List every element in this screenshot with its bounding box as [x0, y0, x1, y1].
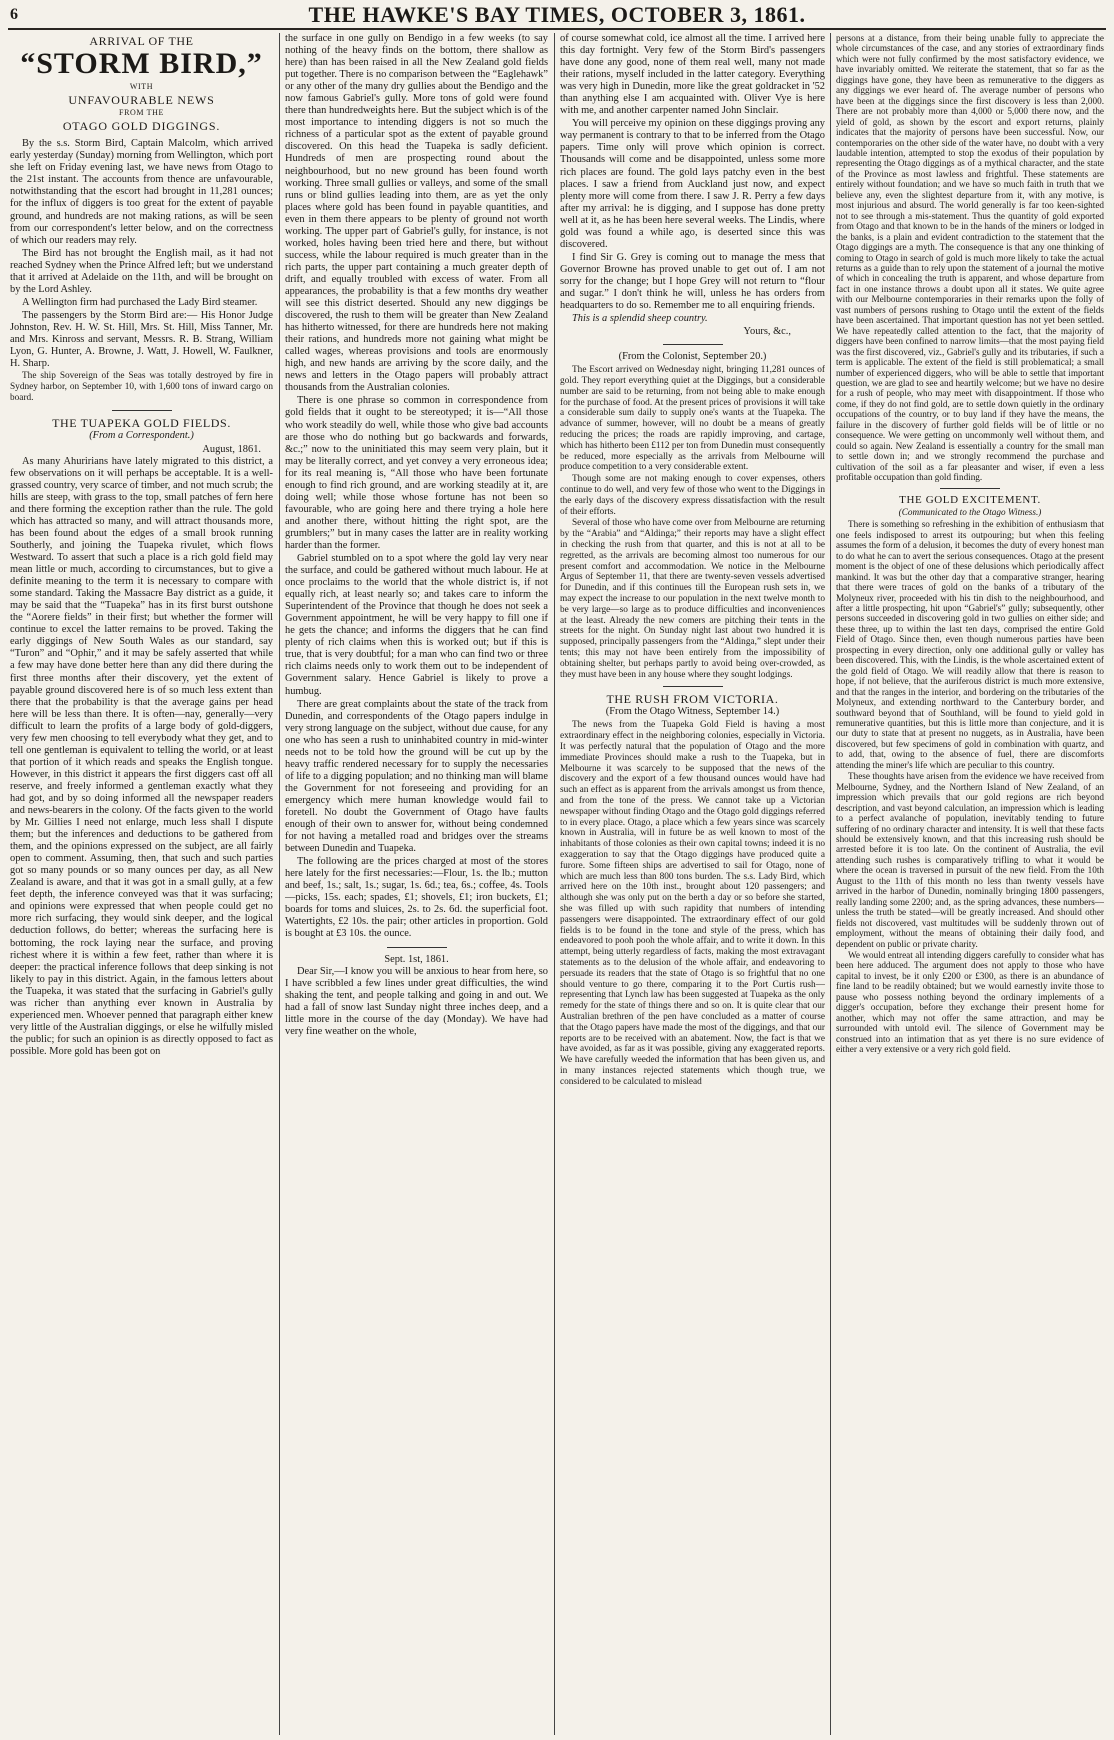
section-subtitle: (From a Correspondent.) — [89, 429, 194, 441]
separator — [387, 947, 447, 948]
paragraph: As many Ahuririans have lately migrated to this district, a few observations on it will perhaps be acceptable. It is a well-grassed country, very scarce of timber, and not much scrub; the hills are steep, with grass to the top, small patches of fern here and there forming the exception rather than the rule. The gold which has attracted so many, and will attract thousands more, has been found about the edges of a small brook running Southerly, and joining the Tuapeka rivulet, which flows Westward. To assert that such a place is a rich gold field may mean little or much, according to circumstances, but to give a definite meaning to the term it is necessary to compare with some standard. Taking the Massacre Bay district as a guide, it may be said that the “Tuapeka” has in its first burst outshone the “Aorere fields” in their first; but whether the former will continue to excel the latter remains to be proved. Taking the early diggings of New South Wales as our standard, say “Turon” and “Ophir,” and it may be safely asserted that while a few may have done better here than any did there during the first three months after their discovery, yet the extent of payable ground discovered here is of so much less extent than there that the probability is that the average gains per head here will be less than there. It is often—nay, generally—very difficult to learn the profits of a large body of gold-diggers, very few men choosing to tell everybody what they get, and to tell one gentleman is equivalent to telling the world, or at least that portion of it which reads and speaks the English tongue. However, in this district it appears the first diggers cast off all reserve, and freely informed a gentleman exactly what they had got, and by so doing informed all the newspaper readers and news-bearers in the colony. Of the facts given to the world by Mr. Gillies I need not enlarge, much less shall I dispute them; but the inferences and deductions to be gathered from them, and the opinions expressed on the subject, are all fairly open to comment. Assuming, then, that such and such parties got so many pounds or so many ounces per day, as all New Zealand is aware, and that it was got in a small gully, at a few feet depth, the inference conveyed was that it was surfacing; and opinions were expressed that when people could get no more rich surfacing, they would sink deeper, and the logical deduction follows, do better; whereas the surfacing here is bottoming, the rock laying near the surface, and proving richest where it is within a few feet, rather than where it is deeper: the practical inference follows that deep sinking is not likely to pay in this district. Again, in the famous letters about the Tuapeka, it was stated that the surfacing in Gabriel's gully was richer than anything ever known in Australia by experienced men. Whoever penned that paragraph either knew very little of the Australian diggings, or else he wilfully misled the public; for such an opinion is as directly opposed to fact as possible. More gold has been got on — [10, 455, 273, 1057]
section-title: THE RUSH FROM VICTORIA. — [606, 692, 779, 707]
separator — [112, 410, 172, 411]
column-divider — [279, 33, 280, 1735]
headline-with: WITH — [129, 82, 154, 92]
page-number: 6 — [10, 6, 18, 23]
signoff: Yours, &c., — [743, 326, 791, 338]
paragraph: There is something so refreshing in the exhibition of enthusiasm that one feels indisposed to arrest its outpouring; but when this feeling assumes the form of a delusion, it becomes the duty of every honest man to do what he can to avert the serious consequences. Otago at the present moment is the object of one of these delusions which periodically affect mankind. It was but the other day that a comparative stranger, hearing that there were traces of gold on the banks of a tributary of the Molyneux river, proceeded with his tin dish to the neighbourhood, and after a little prospecting, hit upon “Gabriel's” gully; subsequently, other persons succeeded in discovering gold in two gullies on either side; and these three, up to within the last ten days, comprised the entire Gold Field of Otago. Since then, even though numerous parties have been prospecting in every direction, only one additional gully or valley has been discovered. This, with the Lindis, is the whole ascertained extent of the gold field of Otago. We will readily allow that there is reason to hope, if not believe, that the auriferous district is much more extensive, and that the ranges in the interior, and bordering on the tributaries of the Molyneux, and extending northward to the Canterbury border, and southward beyond that of Southland, will be found to yield gold in remunerative quantities, but this is little more than conjecture, and it is our duty to state that at present no nuggets, as in Australia, have been discovered, but few specimens of gold in combination with quartz, and to add, that, owing to the absence of fuel, there are discomforts attending the miner's life which are peculiar to this country. — [836, 519, 1104, 770]
separator — [940, 488, 1000, 489]
ship-note: The ship Sovereign of the Seas was totally destroyed by fire in Sydney harbor, on September 10, with 1,600 tons of inward cargo on board. — [10, 371, 273, 403]
paragraph: The following are the prices charged at most of the stores here lately for the first necessaries:—Flour, 1s. the lb.; mutton and beef, 1s.; salt, 1s.; sugar, 1s. 6d.; tea, 6s.; coffee, 4s. Tools—picks, 15s. each; spades, £1; shovels, £1; iron buckets, £1; boards for toms and sluices, 2s. to 2s. 6d. the superficial foot. Watertights, £2 10s. the pair; other articles in proportion. Gold is bought at £3 10s. the ounce. — [285, 856, 548, 940]
section-title: THE GOLD EXCITEMENT. — [899, 494, 1041, 507]
paragraph: The passengers by the Storm Bird are:— His Honor Judge Johnston, Rev. H. W. St. Hill, Mrs. St. Hill, Miss Tanner, Mr. and Mrs. Kinross and servant, Messrs. R. B. Strang, William Lyon, G. Hunter, A. Browne, J. Watt, J. Howell, W. Faulkner, H. Sharp. — [10, 309, 273, 370]
section-subtitle: (From the Otago Witness, September 14.) — [605, 706, 780, 718]
masthead-rule — [8, 28, 1106, 30]
paragraph: the surface in one gully on Bendigo in a few weeks (to say nothing of the heavy finds on the bottom, there shallow as here) than has been raised in all the New Zealand gold fields put together. There is no comparison between the “Eaglehawk” or any other of the many dry gullies about the Bendigo and the now famous Gabriel's gully. More tons of gold were found there than hundredweights here. But the subject which is of the most importance to intending diggers is not so much the richness of a particular spot as the extent of payable ground discovered. On this head the Tuapeka is sadly deficient. Hundreds of men are prospecting round about the neighbourhood, but no new ground has been found worth working. Three small gullies or valleys, and some of the small runs or blind gullies leading into them, are as yet the only places where gold has been found in payable quantities, and even in them there appears to be plenty of ground not worth working. The upper part of Gabriel's gully, for instance, is not worked, holes having been tried here and there, but without success, while the labour required is much greater than in the rich parts, the upper part containing a much greater depth of drift, and equally troubled with excess of water. From all appearances, the probability is that a few months dry weather will see this district deserted. Should any new diggings be discovered, the rush to them will be greater than New Zealand has hitherto witnessed, for there are hundreds here not making their rations, and hundreds more not gaining what might be called wages, whereas provisions and tools are enormously high, and new hands are arriving by the score daily, and the news and letters in the Otago papers will probably attract thousands from the Australian colonies. — [285, 33, 548, 394]
section-title: THE TUAPEKA GOLD FIELDS. — [52, 415, 231, 430]
paragraph: The news from the Tuapeka Gold Field is having a most extraordinary effect in the neighboring colonies, especially in Victoria. It was perfectly natural that the population of Otago and the more immediate Provinces should make a rush to the Tuapeka, but in Melbourne it was scarcely to be supposed that the news of the discovery and the export of a few thousand ounces would have had such an effect as is apparent from the arrivals amongst us from thence, and from the tone of the press. We cannot take up a Victorian newspaper without finding Otago and the Otago gold diggings referred to in every place. Otago, a place which a few years since was scarcely known in Australia, will in future be as well known to most of the inhabitants of those colonies as their own capital towns; indeed it is no exaggeration to say that the Otago diggings have produced quite a furore. Some fifteen ships are advertised to sail for Otago, none of which are much less than 800 tons burden. The s.s. Lady Bird, which arrived here on the 10th inst., brought about 120 passengers; and although she was only put on the berth a day or so before she started, she was filled up with such rapidity that numbers of intending passengers were disappointed. The extraordinary effect of our gold fields is to be found in the tone and style of the press, which has endeavored to pooh pooh the whole affair, and to write it down. In this attempt, being utterly regardless of facts, making the most extravagant statements as to the delusion of the whole affair, and endeavoring to persuade its readers that the state of Otago is so frightful that no one should venture to go there, comparing it to the Port Curtis rush—representing that Lynch law has been suggested at Tuapeka as the only remedy for the state of things there and so on. It is quite clear that our Australian brethren of the pen have concluded as a matter of course that the Otago papers have made the most of the diggings, and that our reports are to be received with an abatement. Now, the fact is that we have avoided, as far as it was possible, giving any exaggerated reports. We have carefully weeded the information that has been given us, and in many instances rejected statements which though true, we considered to be calculated to mislead — [560, 720, 825, 1087]
paragraph: I find Sir G. Grey is coming out to manage the mess that Governor Browne has proved unable to get out of. I am not sorry for the change; but I hope Grey will not return to “flour and sugar.” I don't think he will, unless he has orders from headquarters to do so. Remember me to all enquiring friends. — [560, 251, 825, 312]
letter-date: Sept. 1st, 1861. — [384, 953, 449, 965]
article-subhead: OTAGO GOLD DIGGINGS. — [62, 119, 221, 134]
column-divider — [554, 33, 555, 1735]
paragraph: A Wellington firm had purchased the Lady Bird steamer. — [22, 296, 258, 308]
masthead — [10, 2, 1104, 28]
paragraph: Several of those who have come over from Melbourne are returning by the “Arabia” and “Aldinga;” their reports may have a slight effect in checking the rush from that quarter, and this is not at all to be regretted, as the arrivals are becoming almost too numerous for our present comfort and accommodation. We notice in the Melbourne Argus of September 11, that there are twenty-seven vessels advertised for Dunedin, and if this continues till the European rush sets in, we may expect the increase to our population in the next twelve month to be very large—so large as to produce difficulties and inconveniences at the least. Already the new comers are pitching their tents in the streets for the night. On Sunday night last about two hundred it is supposed, principally passengers from the “Aldinga,” slept under their tents; this may not have been entirely from the impossibility of obtaining shelter, but perhaps partly to avoid being over-crowded, as they must have been in any house where they sought lodgings. — [560, 518, 825, 680]
column-1 — [10, 33, 273, 1735]
column-3 — [560, 33, 825, 1735]
paragraph: The Bird has not brought the English mail, as it had not reached Sydney when the Prince Alfred left; but we understand that it arrived at Adelaide on the 11th, and will be brought on by the Lord Ashley. — [10, 247, 273, 295]
paragraph: There is one phrase so common in correspondence from gold fields that it ought to be stereotyped; it is—“All those who work steadily do well, while those who give bad accounts are those who do nothing but go backwards and forwards, &c.;” now to the uninitiated this may seem very plain, but it may be literally correct, and yet convey a very erroneous idea; for its real meaning is, “All those who have been fortunate enough to find rich ground, and are working steadily at it, are doing well; while those whose fortune has not been so favourable, who are going here and there trying a hole here and another there, without hitting the right spot, are the grumblers;” but in many cases the latter are in reality working harder than the former. — [285, 395, 548, 551]
paragraph: These thoughts have arisen from the evidence we have received from Melbourne, Sydney, and the Northern Island of New Zealand, of an impression which prevails that our gold regions are rich beyond description, and vast beyond calculation, an impression which is leading to a perfect avalanche of population, inevitably tending to future suffering of no ordinary character and intensity. It is well that these facts should be extensively known, and that this increasing rush should be arrested before it is too late. On the continent of Australia, the evil attending such rushes is comparatively trifling to what it would be where the ocean is traversed in pursuit of the new field. From the 10th August to the 11th of this month no less than twenty vessels have arrived in the harbor of Dunedin, nominally bringing 1800 passengers, really landing some 2200; and, as the spring advances, these numbers—unless the truth be stated—will be greatly increased. And should other fields not discovered, vast multitudes will be suddenly thrown out of employment, without the means of obtaining their daily food, and dependent on public or private charity. — [836, 771, 1104, 949]
source-header: (From the Colonist, September 20.) — [618, 351, 767, 363]
paragraph: We would entreat all intending diggers carefully to consider what has been here adduced. The argument does not apply to those who have capital to invest, be it only £200 or £300, as there is an abundance of fine land to be readily obtained; but we would earnestly invite those to pause who possess nothing beyond the ordinary implements of a digger's occupation, before they exchange their present home for another, which may not offer the same attraction, and may be surrounded with untold evil. The silence of Government may be construed into an intimation that as yet there is no sure evidence of either a very extensive or a very rich gold field. — [836, 949, 1104, 1055]
newspaper-title: THE HAWKE'S BAY TIMES, OCTOBER 3, 1861. — [308, 2, 806, 27]
separator — [663, 344, 723, 345]
headline-from: FROM THE — [119, 108, 164, 118]
column-divider — [830, 33, 831, 1735]
paragraph: of course somewhat cold, ice almost all the time. I arrived here this day fortnight. Very few of the Storm Bird's passengers have done any good, none of them real well, many not made their rations, myself included in the latter category. Everything was very high in Dunedin, more like the great goldracket in '52 than anything else I am acquainted with. Oliver Vye is here with me, and another carpenter named John Sinclair. — [560, 33, 825, 117]
column-4 — [836, 33, 1104, 1735]
paragraph: There are great complaints about the state of the track from Dunedin, and correspondents of the Otago papers indulge in very strong language on the subject, without due cause, for any one who has seen a rush to uninhabited country in mid-winter needs not to be told how the ground will be cut up by the heavy traffic rendered necessary for to supply the necessaries of life to a digging population; and no thinking man will blame the Government for not foreseeing and providing for an emergency which mere human knowledge would fail to foretell. No doubt the Government of Otago have faults enough of their own to answer for, without being condemned for not having a metalled road and bridges over the streams between Dunedin and Tuapeka. — [285, 698, 548, 855]
paragraph: By the s.s. Storm Bird, Captain Malcolm, which arrived early yesterday (Sunday) morning from Wellington, which port she left on Friday evening last, we have news from Otago to the 21st instant. The accounts from thence are unfavourable, notwithstanding that the escort had brought in 11,281 ounces; for the influx of diggers is too great for the extent of payable ground, and hundreds are not making rations, as will be seen from our correspondent's letter below, and on the correctness of which our readers may rely. — [10, 138, 273, 246]
article-headline: “STORM BIRD,” — [20, 47, 263, 81]
article-kicker: ARRIVAL OF THE — [89, 34, 194, 48]
paragraph: Though some are not making enough to cover expenses, others continue to do well, and very few of those who went to the Diggings in the early days of the discovery express dissatisfaction with the result of their efforts. — [560, 474, 825, 517]
column-2 — [285, 33, 548, 1735]
paragraph: Gabriel stumbled on to a spot where the gold lay very near the surface, and could be gathered without much labour. He at once proclaims to the world that the whole district is, if not equally rich, at least nearly so; and takes care to inform the Superintendent of the Province that though he does not seek a Government appointment, he will be very happy to fill one if he gets the chance; and informs the diggers that he can find plenty of rich claims when this is worked out; but if this is true, that is very doubtful; for a man who can find two or three rich claims needs only to work them out to be independent of Government salary. Hence Gabriel is likely to prove a humbug. — [285, 553, 548, 697]
paragraph: The Escort arrived on Wednesday night, bringing 11,281 ounces of gold. They report everything quiet at the Diggings, but a considerable number are said to be returning, from not being able to make enough for the purchase of food. At the present prices of provisions it will take a considerable sum daily to supply one's wants at the Tuapeka. The advance of summer, however, will no doubt be a means of greatly reducing the prices; the roads are rapidly improving, and cartage, which has hitherto been £112 per ton from Dunedin must consequently be reduced, more especially as the arrivals from Melbourne will produce competition to a very considerable extent. — [560, 365, 825, 473]
paragraph: You will perceive my opinion on these diggings proving any way permanent is contrary to that to be inferred from the Otago papers. Time only will prove which opinion is correct. Thousands will come and be disappointed, unless some more rich places are found. The gold lays patchy even in the best places. I saw a friend from Auckland just now, and expect plenty more will come from there. I saw J. R. Perry a few days after my arrival: he is digging, and I suppose has done pretty well at it, as he has been here several weeks. The Lindis, where gold was found a while ago, is deserted since this was discovered. — [560, 118, 825, 250]
article-subhead: UNFAVOURABLE NEWS — [68, 93, 215, 108]
section-subtitle: (Communicated to the Otago Witness.) — [898, 506, 1042, 517]
dateline: August, 1861. — [202, 443, 261, 455]
separator — [663, 686, 723, 687]
closing-line: This is a splendid sheep country. — [572, 313, 708, 325]
paragraph: Dear Sir,—I know you will be anxious to hear from here, so I have scribbled a few lines under great difficulties, the wind shaking the tent, and people talking and going in and out. We had a fall of snow last Sunday night three inches deep, and a little more in the course of the day (Monday). We have had very fine weather on the whole, — [285, 965, 548, 1037]
paragraph: persons at a distance, from their being unable fully to appreciate the whole circumstances of the case, and any stories of extraordinary finds which were not fully confirmed by the most satisfactory evidence, we have invariably omitted. We reiterate the statement, that so far as the diggings have gone, they have been as remunerative to the diggers as any diggings we ever heard of. The average number of persons who have been at the diggings since the first discovery is less than 2,000. There are not probably more than 4,000 or 5,000 there now, and the yield of gold, as shown by the escort and export returns, plainly indicates that the majority of persons have been successful. Now, our contemporaries on the other side of the water have, no doubt with a very laudable intention, attempted to stop the exodus of their population by representing the Otago diggings as of a mythical character, and the state of the Province as most lawless and frightful. These statements are entirely without foundation; and we have so much faith in truth that we believe any, even the slightest departure from it, with any motive, is most injurious and absurd. The world generally is far too keen-sighted not to see through a mis-statement. Thus the quantity of gold exported from Otago and that known to be in the hands of the miners or lodged in the banks, is a plain and evident contradiction to the statement that the Otago diggings are a myth. The consequence is that any one thinking of coming to Otago in search of gold is much more likely to take the actual returns as a guide than to rely upon the statement of a journal the motive of which in concealing the truth is apparent, and whose departure from fact in one instance throws a doubt upon all it states. We quite agree with our Melbourne contemporaries in their remarks upon the folly of vast numbers of persons rushing to Otago until the extent of the fields have been ascertained. That important question has not yet been settled. We have repeatedly called attention to the fact, that the majority of diggers have been confined to narrow limits—that the most paying field was the first discovered, viz., Gabriel's gully and its tributaries, if such a term is applicable. The extent of the field is still problematical; a small number of experienced diggers, who will be able to settle that important question, we are glad to see and heartily welcome; but we have no desire for a rush of people, who may meet with disappointment. If those who come, if they do not find gold, are to settle down quietly in the ordinary occupations of the country, or to buy land if they have the means, the failure in the discovery of further gold fields will be of little or no consequence. We were getting on uncommonly well without them, and could so again. New Zealand is essentially a country for the small man to settle down in; and we strongly recommend the purchase and cultivation of the soil as a far pleasanter and wiser, if even a less profitable occupation than gold finding. — [836, 33, 1104, 483]
